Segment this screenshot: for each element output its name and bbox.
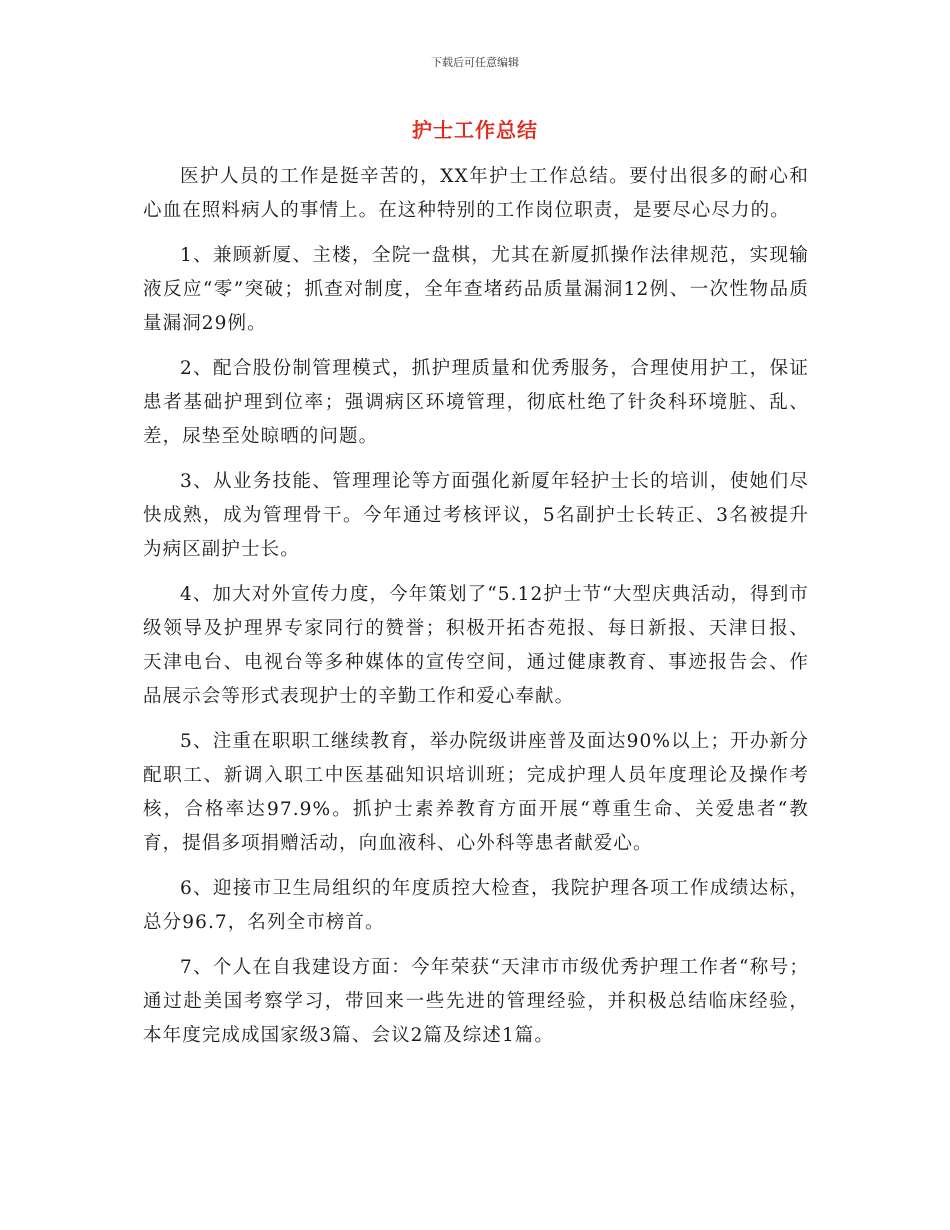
paragraph-item-6: 6、迎接市卫生局组织的年度质控大检查，我院护理各项工作成绩达标，总分96.7，名列全市榜首。 [143,878,809,933]
paragraph-item-4: 4、加大对外宣传力度，今年策划了“5.12护士节“大型庆典活动，得到市级领导及护理界专家同行的赞誉；积极开拓杏苑报、每日新报、天津日报、天津电台、电视台等多种媒体的宣传空间，通过健康教育、事迹报告会、作品展示会等形式表现护士的辛勤工作和爱心奉献。 [143,584,809,707]
paragraph-item-1: 1、兼顾新厦、主楼，全院一盘棋，尤其在新厦抓操作法律规范，实现输液反应“零”突破；抓查对制度，全年查堵药品质量漏洞12例、一次性物品质量漏洞29例。 [143,245,809,334]
paragraph-item-2: 2、配合股份制管理模式，抓护理质量和优秀服务，合理使用护工，保证患者基础护理到位率；强调病区环境管理，彻底杜绝了针灸科环境脏、乱、差，尿垫至处晾晒的问题。 [143,358,809,447]
paragraph-item-5: 5、注重在职职工继续教育，举办院级讲座普及面达90%以上；开办新分配职工、新调入职工中医基础知识培训班；完成护理人员年度理论及操作考核，合格率达97.9%。抓护士素养教育方面开展“尊重生命、关爱患者“教育，提倡多项捐赠活动，向血液科、心外科等患者献爱心。 [143,731,809,854]
page-header-note: 下载后可任意编辑 [431,56,519,69]
paragraph-item-3: 3、从业务技能、管理理论等方面强化新厦年轻护士长的培训，使她们尽快成熟，成为管理骨干。今年通过考核评议，5名副护士长转正、3名被提升为病区副护士长。 [143,471,809,560]
document-title: 护士工作总结 [412,118,538,142]
document-body [143,160,809,1064]
paragraph-item-7: 7、个人在自我建设方面：今年荣获“天津市市级优秀护理工作者“称号；通过赴美国考察学习，带回来一些先进的管理经验，并积极总结临床经验，本年度完成成国家级3篇、会议2篇及综述1篇。 [143,957,809,1046]
paragraph-intro: 医护人员的工作是挺辛苦的，XX年护士工作总结。要付出很多的耐心和心血在照料病人的事情上。在这种特别的工作岗位职责，是要尽心尽力的。 [143,166,809,221]
